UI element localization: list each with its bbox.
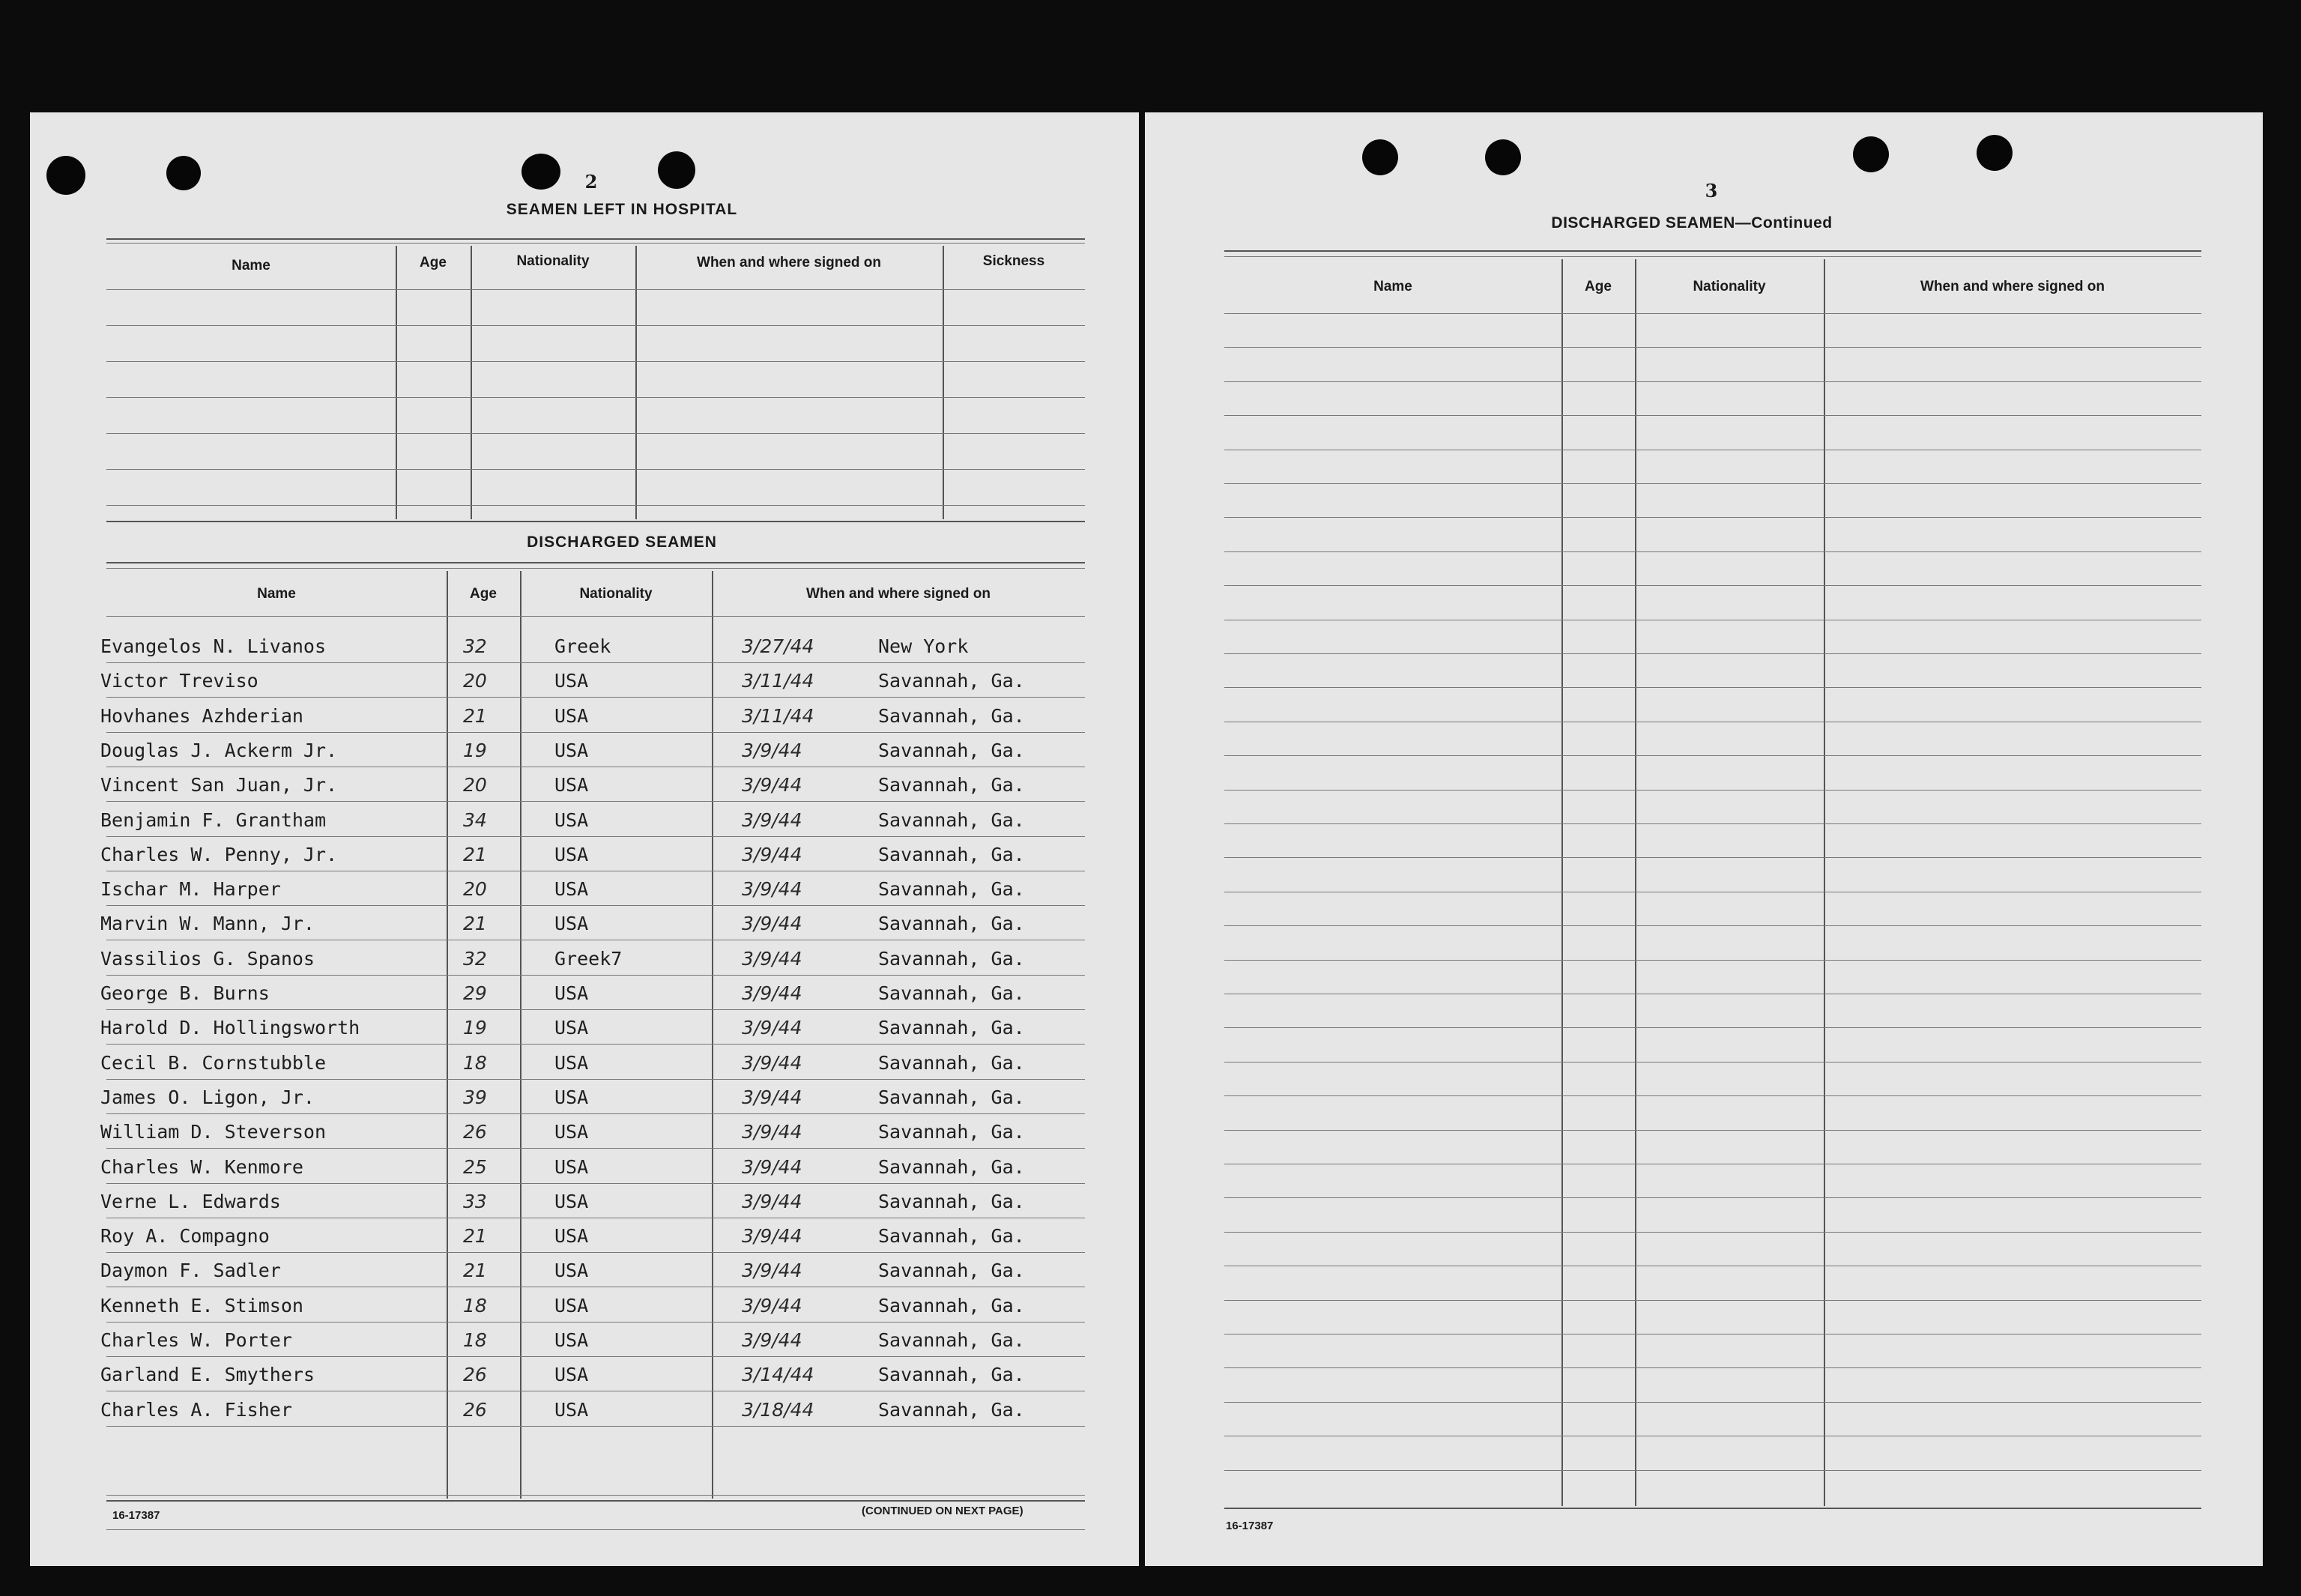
seaman-nationality: USA <box>554 1086 589 1108</box>
seaman-age: 34 <box>463 808 487 831</box>
signed-on-place: Savannah, Ga. <box>878 1294 1025 1317</box>
blank-row-line <box>1224 1197 2201 1198</box>
signed-on-date: 3/9/44 <box>742 1121 802 1143</box>
column-header: Name <box>1373 279 1412 294</box>
row-line <box>106 1148 1085 1149</box>
seaman-nationality: USA <box>554 1121 589 1143</box>
column-rule <box>1635 259 1636 1506</box>
blank-row-line <box>106 1529 1085 1530</box>
column-rule <box>943 246 944 519</box>
seaman-name: Cecil B. Cornstubble <box>100 1051 327 1074</box>
seaman-age: 39 <box>463 1086 487 1108</box>
table-rule <box>1224 250 2201 252</box>
blank-row-line <box>1224 1402 2201 1403</box>
table-rule <box>106 1500 1085 1502</box>
signed-on-place: Savannah, Ga. <box>878 1155 1025 1178</box>
blank-row-line <box>1224 313 2201 314</box>
seaman-nationality: Greek7 <box>554 947 623 970</box>
seaman-age: 18 <box>463 1051 487 1074</box>
signed-on-place: Savannah, Ga. <box>878 1121 1025 1143</box>
blank-row-line <box>1224 551 2201 552</box>
table-rule <box>106 238 1085 240</box>
seaman-age: 21 <box>463 843 487 865</box>
seaman-name: Marvin W. Mann, Jr. <box>100 913 315 935</box>
blank-row-line <box>1224 1470 2201 1471</box>
blank-row-line <box>1224 483 2201 484</box>
signed-on-place: Savannah, Ga. <box>878 1017 1025 1039</box>
row-line <box>106 905 1085 906</box>
seaman-age: 26 <box>463 1398 487 1421</box>
signed-on-date: 3/18/44 <box>742 1398 814 1421</box>
signed-on-place: Savannah, Ga. <box>878 704 1025 727</box>
page-number: 2 <box>584 171 598 193</box>
seaman-nationality: USA <box>554 1190 589 1212</box>
seaman-nationality: USA <box>554 1398 589 1421</box>
column-header: When and where signed on <box>1920 279 2105 294</box>
column-rule <box>471 246 472 519</box>
seaman-name: Harold D. Hollingsworth <box>100 1017 360 1039</box>
signed-on-date: 3/9/44 <box>742 1190 802 1212</box>
blank-row-line <box>1224 585 2201 586</box>
column-rule <box>1824 259 1825 1506</box>
seaman-name: Charles W. Porter <box>100 1329 292 1351</box>
seaman-name: James O. Ligon, Jr. <box>100 1086 315 1108</box>
seaman-nationality: USA <box>554 1260 589 1282</box>
page-number: 3 <box>1705 180 1718 202</box>
column-header: Name <box>257 586 296 602</box>
blank-row-line <box>1224 415 2201 416</box>
signed-on-place: Savannah, Ga. <box>878 913 1025 935</box>
column-header: Nationality <box>579 586 653 602</box>
binder-hole <box>521 154 560 190</box>
row-line <box>106 732 1085 733</box>
blank-row-line <box>1224 517 2201 518</box>
seaman-nationality: USA <box>554 878 589 901</box>
binder-hole <box>1485 139 1521 175</box>
seaman-name: Vincent San Juan, Jr. <box>100 774 338 797</box>
signed-on-place: Savannah, Ga. <box>878 843 1025 865</box>
row-line <box>106 1322 1085 1323</box>
blank-row-line <box>1224 755 2201 756</box>
column-header: When and where signed on <box>697 255 881 270</box>
row-line <box>106 1426 1085 1427</box>
signed-on-place: Savannah, Ga. <box>878 739 1025 761</box>
signed-on-date: 3/9/44 <box>742 1086 802 1108</box>
signed-on-place: New York <box>878 635 969 657</box>
blank-row-line <box>106 325 1085 326</box>
column-header: Sickness <box>982 253 1045 269</box>
signed-on-place: Savannah, Ga. <box>878 1051 1025 1074</box>
blank-row-line <box>1224 687 2201 688</box>
seaman-age: 19 <box>463 1017 487 1039</box>
blank-row-line <box>1224 1095 2201 1096</box>
hospital-section-title: SEAMEN LEFT IN HOSPITAL <box>506 201 738 218</box>
row-line <box>106 1252 1085 1253</box>
seaman-name: Verne L. Edwards <box>100 1190 281 1212</box>
seaman-name: Hovhanes Azhderian <box>100 704 303 727</box>
signed-on-date: 3/9/44 <box>742 1260 802 1282</box>
table-rule <box>106 568 1085 569</box>
blank-row-line <box>1224 381 2201 382</box>
form-number: 16-17387 <box>112 1509 160 1522</box>
column-header: Nationality <box>1693 279 1766 294</box>
row-line <box>106 1113 1085 1114</box>
seaman-name: George B. Burns <box>100 982 270 1004</box>
signed-on-place: Savannah, Ga. <box>878 1225 1025 1248</box>
signed-on-place: Savannah, Ga. <box>878 982 1025 1004</box>
seaman-nationality: USA <box>554 1225 589 1248</box>
blank-row-line <box>1224 960 2201 961</box>
seaman-name: Garland E. Smythers <box>100 1364 315 1386</box>
column-header: Nationality <box>516 253 590 269</box>
seaman-age: 20 <box>463 774 487 797</box>
seaman-name: Victor Treviso <box>100 670 258 692</box>
signed-on-date: 3/9/44 <box>742 947 802 970</box>
column-rule <box>396 246 397 519</box>
signed-on-date: 3/9/44 <box>742 1294 802 1317</box>
blank-row-line <box>1224 1027 2201 1028</box>
signed-on-place: Savannah, Ga. <box>878 774 1025 797</box>
binder-hole <box>658 151 695 189</box>
seaman-name: Charles W. Penny, Jr. <box>100 843 338 865</box>
column-rule <box>712 571 713 1499</box>
signed-on-date: 3/9/44 <box>742 1017 802 1039</box>
signed-on-date: 3/11/44 <box>742 670 814 692</box>
seaman-name: Benjamin F. Grantham <box>100 808 327 831</box>
signed-on-date: 3/9/44 <box>742 982 802 1004</box>
seaman-age: 20 <box>463 878 487 901</box>
seaman-age: 29 <box>463 982 487 1004</box>
row-line <box>106 1044 1085 1045</box>
blank-row-line <box>106 361 1085 362</box>
row-line <box>106 1009 1085 1010</box>
table-rule <box>1224 256 2201 257</box>
signed-on-date: 3/9/44 <box>742 1155 802 1178</box>
seaman-age: 21 <box>463 1225 487 1248</box>
column-header: Age <box>1585 279 1612 294</box>
seaman-age: 25 <box>463 1155 487 1178</box>
column-header: Name <box>232 258 270 273</box>
row-line <box>106 697 1085 698</box>
table-rule <box>106 243 1085 244</box>
signed-on-place: Savannah, Ga. <box>878 1260 1025 1282</box>
signed-on-date: 3/9/44 <box>742 878 802 901</box>
binder-hole <box>1977 135 2013 171</box>
blank-row-line <box>1224 925 2201 926</box>
column-header: When and where signed on <box>806 586 991 602</box>
seaman-nationality: USA <box>554 1017 589 1039</box>
blank-row-line <box>1224 653 2201 654</box>
binder-hole <box>166 156 201 190</box>
seaman-age: 19 <box>463 739 487 761</box>
signed-on-date: 3/9/44 <box>742 739 802 761</box>
blank-row-line <box>1224 1300 2201 1301</box>
blank-row-line <box>1224 347 2201 348</box>
signed-on-place: Savannah, Ga. <box>878 1398 1025 1421</box>
signed-on-date: 3/9/44 <box>742 774 802 797</box>
seaman-name: Vassilios G. Spanos <box>100 947 315 970</box>
row-line <box>106 1079 1085 1080</box>
signed-on-place: Savannah, Ga. <box>878 1329 1025 1351</box>
signed-on-date: 3/9/44 <box>742 1051 802 1074</box>
seaman-name: Kenneth E. Stimson <box>100 1294 303 1317</box>
seaman-nationality: USA <box>554 1155 589 1178</box>
seaman-age: 20 <box>463 670 487 692</box>
seaman-name: Charles W. Kenmore <box>100 1155 303 1178</box>
row-line <box>106 975 1085 976</box>
blank-row-line <box>106 469 1085 470</box>
seaman-age: 18 <box>463 1294 487 1317</box>
seaman-age: 18 <box>463 1329 487 1351</box>
seaman-nationality: Greek <box>554 635 611 657</box>
seaman-name: Evangelos N. Livanos <box>100 635 327 657</box>
seaman-name: Roy A. Compagno <box>100 1225 270 1248</box>
table-rule <box>106 521 1085 522</box>
seaman-nationality: USA <box>554 808 589 831</box>
signed-on-date: 3/11/44 <box>742 704 814 727</box>
signed-on-date: 3/9/44 <box>742 808 802 831</box>
seaman-age: 32 <box>463 947 487 970</box>
blank-row-line <box>1224 1130 2201 1131</box>
seaman-name: Daymon F. Sadler <box>100 1260 281 1282</box>
seaman-nationality: USA <box>554 739 589 761</box>
seaman-nationality: USA <box>554 670 589 692</box>
discharged-section-title: DISCHARGED SEAMEN <box>527 533 717 551</box>
seaman-nationality: USA <box>554 1329 589 1351</box>
binder-hole <box>46 156 85 195</box>
column-rule <box>447 571 448 1499</box>
column-rule <box>520 571 521 1499</box>
blank-row-line <box>1224 790 2201 791</box>
blank-row-line <box>106 1495 1085 1496</box>
signed-on-place: Savannah, Ga. <box>878 947 1025 970</box>
seaman-nationality: USA <box>554 1294 589 1317</box>
column-rule <box>1561 259 1563 1506</box>
signed-on-date: 3/27/44 <box>742 635 814 657</box>
row-line <box>106 836 1085 837</box>
right-page <box>1145 112 2263 1566</box>
column-rule <box>635 246 637 519</box>
blank-row-line <box>1224 857 2201 858</box>
blank-row-line <box>106 505 1085 506</box>
signed-on-place: Savannah, Ga. <box>878 670 1025 692</box>
column-header: Age <box>420 255 447 270</box>
seaman-age: 32 <box>463 635 487 657</box>
left-page <box>30 112 1139 1566</box>
seaman-nationality: USA <box>554 843 589 865</box>
header-rule <box>106 616 1085 617</box>
seaman-nationality: USA <box>554 1364 589 1386</box>
blank-row-line <box>106 289 1085 290</box>
continued-note: (CONTINUED ON NEXT PAGE) <box>862 1505 1023 1517</box>
signed-on-place: Savannah, Ga. <box>878 808 1025 831</box>
row-line <box>106 1183 1085 1184</box>
seaman-name: Ischar M. Harper <box>100 878 281 901</box>
seaman-age: 21 <box>463 1260 487 1282</box>
seaman-nationality: USA <box>554 704 589 727</box>
seaman-name: Douglas J. Ackerm Jr. <box>100 739 338 761</box>
signed-on-date: 3/14/44 <box>742 1364 814 1386</box>
row-line <box>106 1356 1085 1357</box>
blank-row-line <box>106 397 1085 398</box>
row-line <box>106 801 1085 802</box>
seaman-age: 21 <box>463 704 487 727</box>
signed-on-place: Savannah, Ga. <box>878 878 1025 901</box>
signed-on-date: 3/9/44 <box>742 1225 802 1248</box>
seaman-nationality: USA <box>554 982 589 1004</box>
blank-row-line <box>1224 823 2201 824</box>
binder-hole <box>1362 139 1398 175</box>
table-rule <box>106 562 1085 563</box>
signed-on-place: Savannah, Ga. <box>878 1364 1025 1386</box>
seaman-name: William D. Steverson <box>100 1121 327 1143</box>
seaman-name: Charles A. Fisher <box>100 1398 292 1421</box>
blank-row-line <box>106 433 1085 434</box>
signed-on-place: Savannah, Ga. <box>878 1086 1025 1108</box>
blank-row-line <box>1224 1232 2201 1233</box>
seaman-age: 26 <box>463 1364 487 1386</box>
signed-on-date: 3/9/44 <box>742 843 802 865</box>
column-header: Age <box>470 586 497 602</box>
signed-on-date: 3/9/44 <box>742 913 802 935</box>
seaman-nationality: USA <box>554 774 589 797</box>
seaman-age: 33 <box>463 1190 487 1212</box>
seaman-age: 21 <box>463 913 487 935</box>
seaman-nationality: USA <box>554 1051 589 1074</box>
table-rule <box>1224 1508 2201 1509</box>
seaman-age: 26 <box>463 1121 487 1143</box>
blank-row-line <box>1224 1367 2201 1368</box>
binder-hole <box>1853 136 1889 172</box>
signed-on-date: 3/9/44 <box>742 1329 802 1351</box>
seaman-nationality: USA <box>554 913 589 935</box>
blank-row-line <box>1224 1062 2201 1063</box>
form-number: 16-17387 <box>1226 1520 1274 1532</box>
right-section-title: DISCHARGED SEAMEN—Continued <box>1551 214 1833 232</box>
row-line <box>106 662 1085 663</box>
signed-on-place: Savannah, Ga. <box>878 1190 1025 1212</box>
